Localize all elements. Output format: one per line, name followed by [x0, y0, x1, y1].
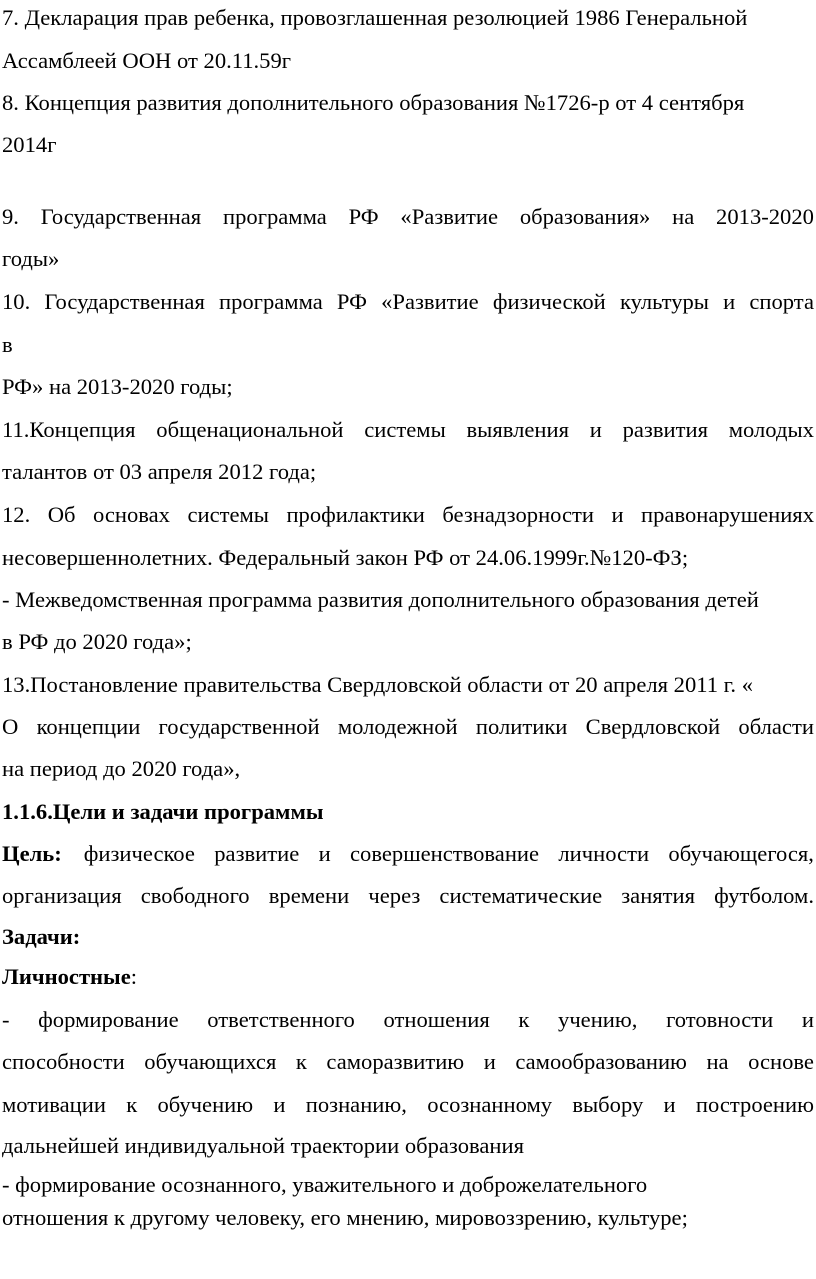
word: к [126, 1092, 138, 1117]
list-item-10-line-3: РФ» на 2013-2020 годы; [2, 374, 233, 399]
word: и [318, 841, 331, 866]
word: 9. [2, 204, 19, 229]
word: образования» [519, 204, 651, 229]
list-item-7-line-2: Ассамблеей ООН от 20.11.59г [2, 48, 292, 73]
list-item-12-line-1 [2, 500, 814, 530]
word: развития [622, 417, 708, 442]
word: молодежной [337, 714, 458, 739]
list-item-11-line-2: талантов от 03 апреля 2012 года; [2, 459, 317, 484]
word: свободного [140, 883, 250, 908]
word: культуры [619, 289, 709, 314]
word: программа [223, 204, 327, 229]
word: спорта [749, 289, 814, 314]
word: личности [558, 841, 650, 866]
word: обучению [157, 1092, 254, 1117]
word: государственной [158, 714, 320, 739]
list-item-8-line-2: 2014г [2, 132, 57, 157]
word: к [295, 1049, 307, 1074]
list-item-9-line-1 [2, 202, 814, 232]
word: 11.Концепция [2, 417, 136, 442]
word: молодых [728, 417, 814, 442]
word: учению, [558, 1007, 638, 1032]
list-item-9-line-2: годы» [2, 246, 60, 271]
list-item-13-line-1: 13.Постановление правительства Свердловской области от 20 апреля 2011 г. « [2, 672, 753, 697]
word: 10. [2, 289, 31, 314]
task-1-line-4: дальнейшей индивидуальной траектории образования [2, 1133, 524, 1158]
word: 12. [2, 502, 31, 527]
word: выявления [466, 417, 570, 442]
word: области [738, 714, 814, 739]
word: саморазвитию [326, 1049, 465, 1074]
list-item-7-line-1: 7. Декларация прав ребенка, провозглашенная резолюцией 1986 Генеральной [2, 5, 748, 30]
word: политики [475, 714, 568, 739]
word: и [611, 502, 624, 527]
word: готовности [666, 1007, 774, 1032]
word: на [706, 1049, 729, 1074]
word: основе [748, 1049, 814, 1074]
word: времени [268, 883, 350, 908]
task-2-line-1: - формирование осознанного, уважительного и доброжелательного [2, 1172, 648, 1197]
list-item-12-line-2: несовершеннолетних. Федеральный закон РФ от 24.06.1999г.№120-ФЗ; [2, 545, 689, 570]
word: Свердловской [585, 714, 721, 739]
word: 2013-2020 [716, 204, 814, 229]
word: систематические [439, 883, 603, 908]
word: развитие [214, 841, 300, 866]
personal-colon: : [130, 964, 138, 989]
list-item-interagency-line-1: - Межведомственная программа развития дополнительного образования детей [2, 587, 759, 612]
word: на [672, 204, 695, 229]
personal-heading [2, 962, 814, 992]
word: отношения [383, 1007, 490, 1032]
word: основах [93, 502, 170, 527]
task-2-line-2: отношения к другому человеку, его мнению, мировоззрению, культуре; [2, 1205, 688, 1230]
list-item-interagency-line-2: в РФ до 2020 года»; [2, 629, 192, 654]
goal-line-2 [2, 881, 814, 911]
word: системы [364, 417, 446, 442]
word: ответственного [207, 1007, 355, 1032]
word: способности [2, 1049, 125, 1074]
word: программа [219, 289, 323, 314]
list-item-13-line-2 [2, 712, 814, 742]
word: Государственная [44, 289, 205, 314]
word: общенациональной [156, 417, 344, 442]
word: безнадзорности [442, 502, 595, 527]
tasks-heading: Задачи: [2, 924, 81, 949]
task-1-line-1 [2, 1005, 814, 1035]
personal-label: Личностные [2, 964, 131, 989]
word: мотивации [2, 1092, 106, 1117]
word: совершенствование [350, 841, 540, 866]
list-item-11-line-1 [2, 415, 814, 445]
task-1-line-3 [2, 1090, 814, 1120]
word: самообразованию [515, 1049, 687, 1074]
word: занятия [621, 883, 696, 908]
word: РФ [336, 289, 367, 314]
word: осознанному [427, 1092, 553, 1117]
task-1-line-2 [2, 1047, 814, 1077]
word: Государственная [40, 204, 202, 229]
word: и [483, 1049, 496, 1074]
word: концепции [36, 714, 141, 739]
word: к [518, 1007, 530, 1032]
word: «Развитие [400, 204, 498, 229]
list-item-10-line-1 [2, 287, 814, 317]
word: системы [187, 502, 269, 527]
word: и [273, 1092, 286, 1117]
word: и [723, 289, 736, 314]
goal-line-1 [2, 839, 814, 869]
list-item-10-line-2: в [2, 332, 13, 357]
word: обучающегося, [668, 841, 814, 866]
word: РФ [348, 204, 379, 229]
word: физическое [83, 841, 195, 866]
word: и [589, 417, 602, 442]
list-item-13-line-3: на период до 2020 года», [2, 756, 241, 781]
goal-label: Цель: [2, 841, 62, 866]
word: познанию, [305, 1092, 407, 1117]
word: - [2, 1007, 10, 1032]
word: и [663, 1092, 676, 1117]
word: «Развитие [381, 289, 479, 314]
word: организация [2, 883, 122, 908]
word: построению [695, 1092, 814, 1117]
word: Об [47, 502, 76, 527]
word: и [801, 1007, 814, 1032]
list-item-8-line-1: 8. Концепция развития дополнительного образования №1726-р от 4 сентября [2, 90, 745, 115]
section-heading: 1.1.6.Цели и задачи программы [2, 799, 324, 824]
goal-text [84, 839, 814, 869]
word: формирование [38, 1007, 179, 1032]
word: обучающихся [144, 1049, 277, 1074]
word: футболом. [714, 883, 814, 908]
word: через [368, 883, 421, 908]
word: выбору [572, 1092, 644, 1117]
word: О [2, 714, 19, 739]
word: физической [492, 289, 606, 314]
word: профилактики [286, 502, 425, 527]
word: правонарушениях [641, 502, 814, 527]
